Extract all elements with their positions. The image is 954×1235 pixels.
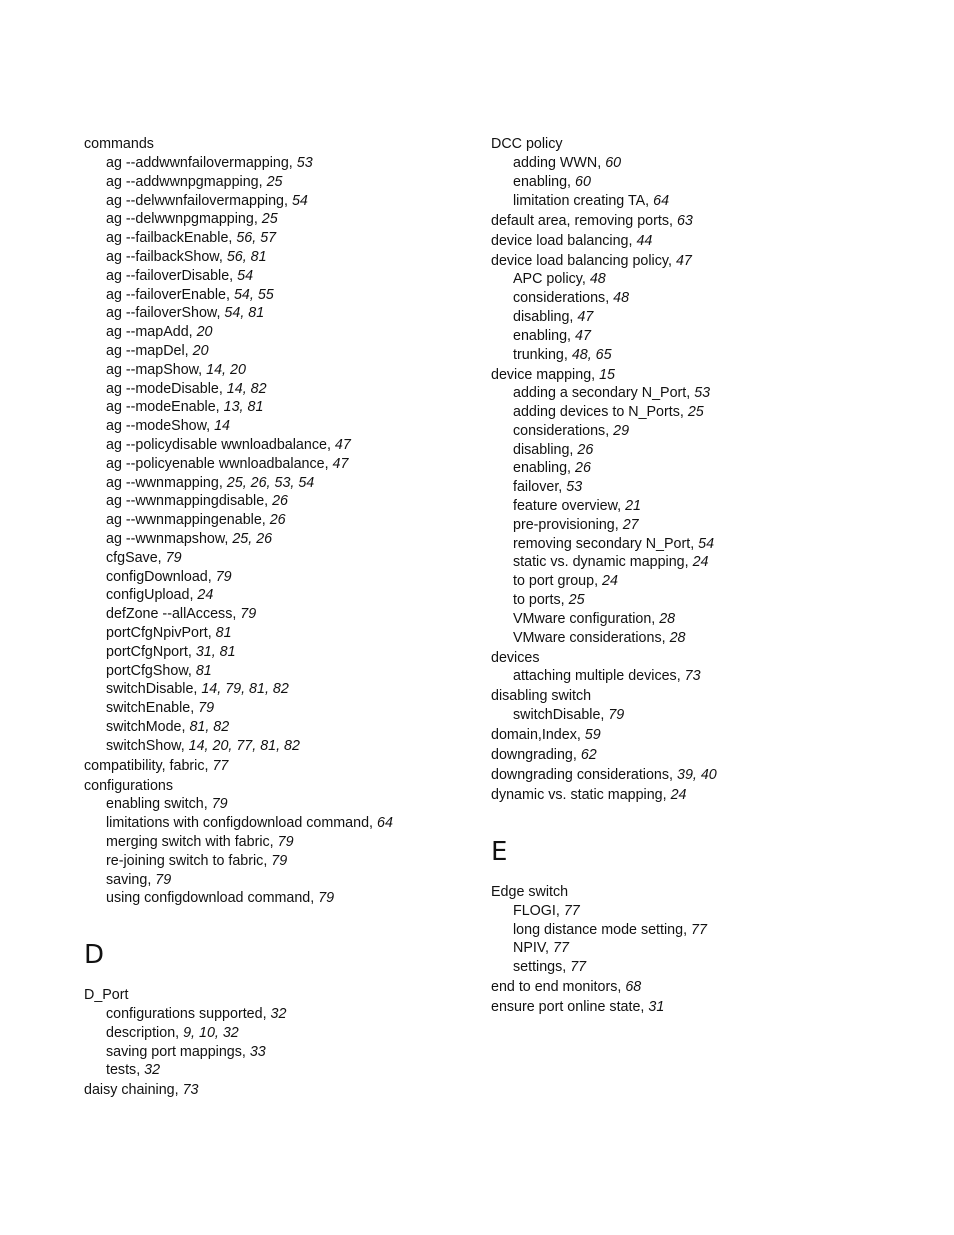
index-page-refs: 79: [155, 871, 172, 888]
index-term: settings,: [513, 959, 567, 976]
index-subentry: [84, 342, 504, 361]
index-term: trunking,: [513, 346, 568, 363]
index-term: D_Port: [84, 987, 129, 1004]
index-subentry: [491, 154, 911, 173]
index-subentry: [491, 667, 911, 686]
index-page-refs: 47: [575, 327, 591, 344]
index-page-refs: 26: [272, 493, 289, 510]
index-term: daisy chaining,: [84, 1082, 179, 1099]
index-page-refs: 20: [196, 324, 213, 341]
index-term: description,: [106, 1024, 180, 1041]
index-term: ag --wwnmappingenable,: [106, 512, 266, 529]
index-page-refs: 24: [692, 554, 709, 571]
index-term: disabling,: [513, 308, 574, 325]
index-page-refs: 15: [599, 366, 616, 383]
index-subentry: [491, 958, 911, 977]
index-section-letter: D: [84, 940, 105, 971]
index-page-refs: 79: [271, 852, 288, 869]
index-subentry: [84, 586, 504, 605]
index-page-refs: 13, 81: [223, 399, 264, 416]
index-page-refs: 25: [266, 173, 283, 190]
index-section-letter: E: [491, 836, 508, 867]
index-subentry: [491, 572, 911, 591]
index-term: using configdownload command,: [106, 890, 315, 907]
index-page-refs: 25, 26, 53, 54: [226, 474, 315, 491]
index-page-refs: 25, 26: [232, 530, 273, 547]
index-term: enabling,: [513, 460, 572, 477]
index-subentry: [84, 210, 504, 229]
index-page-refs: 79: [211, 796, 228, 813]
index-column-left: [84, 134, 504, 1100]
index-page-refs: 31, 81: [195, 643, 236, 660]
index-term: ag --failoverShow,: [106, 305, 221, 322]
index-term: end to end monitors,: [491, 979, 622, 996]
index-subentry: [84, 605, 504, 624]
index-entry: [491, 978, 911, 997]
index-term: enabling,: [513, 173, 572, 190]
index-subentry: [84, 662, 504, 681]
index-subentry: [491, 497, 911, 516]
index-page-refs: 24: [602, 573, 618, 590]
index-subentry: [84, 643, 504, 662]
index-term: switchDisable,: [106, 681, 198, 698]
index-term: commands: [84, 136, 154, 153]
index-term: static vs. dynamic mapping,: [513, 554, 689, 571]
index-subentry: [491, 902, 911, 921]
index-entry: [84, 1081, 504, 1100]
index-page-refs: 56, 81: [226, 248, 267, 265]
index-term: adding a secondary N_Port,: [513, 385, 691, 402]
index-subentry: [84, 380, 504, 399]
index-page-refs: 32: [144, 1062, 161, 1079]
index-page-refs: 79: [198, 700, 215, 717]
index-subentry: [491, 270, 911, 289]
index-entry: [491, 766, 911, 785]
index-term: attaching multiple devices,: [513, 668, 681, 685]
index-page-refs: 26: [269, 512, 286, 529]
index-page-refs: 32: [270, 1006, 287, 1023]
index-term: portCfgShow,: [106, 662, 192, 679]
index-term: switchDisable,: [513, 707, 605, 724]
index-subentry: [84, 680, 504, 699]
index-subentry: [491, 921, 911, 940]
index-column-right: [491, 134, 911, 1017]
index-term: VMware considerations,: [513, 629, 666, 646]
index-subentry: [84, 398, 504, 417]
index-page-refs: 56, 57: [236, 230, 277, 247]
index-subentry: [84, 718, 504, 737]
index-term: adding devices to N_Ports,: [513, 404, 684, 421]
index-subentry: [84, 323, 504, 342]
index-term: ag --delwwnfailovermapping,: [106, 192, 288, 209]
index-term: configurations supported,: [106, 1006, 267, 1023]
index-term: ag --policyenable wwnloadbalance,: [106, 455, 329, 472]
index-term: device load balancing policy,: [491, 252, 672, 269]
index-term: VMware configuration,: [513, 610, 656, 627]
index-page-refs: 14, 20: [206, 361, 246, 378]
index-term: limitation creating TA,: [513, 192, 650, 209]
index-entry: [491, 998, 911, 1017]
index-subentry: [491, 478, 911, 497]
index-page-refs: 47: [577, 308, 594, 325]
index-page-refs: 44: [636, 232, 653, 249]
index-entry: [491, 366, 911, 385]
index-subentry: [84, 1043, 504, 1062]
index-page-refs: 14: [214, 418, 230, 435]
index-subentry: [491, 459, 911, 478]
index-page-refs: 62: [580, 747, 597, 764]
index-page-refs: 64: [377, 815, 393, 832]
index-term: saving port mappings,: [106, 1043, 246, 1060]
index-term: ag --delwwnpgmapping,: [106, 211, 258, 228]
index-page-refs: 79: [318, 890, 335, 907]
index-term: pre-provisioning,: [513, 516, 619, 533]
index-page-refs: 53: [694, 385, 711, 402]
index-subentry: [84, 568, 504, 587]
index-subentry: [491, 192, 911, 211]
index-page-refs: 73: [182, 1082, 199, 1099]
index-subentry: [84, 530, 504, 549]
index-subentry: [84, 492, 504, 511]
index-term: failover,: [513, 479, 563, 496]
index-page-refs: 63: [676, 212, 693, 229]
index-term: considerations,: [513, 290, 610, 307]
index-term: DCC policy: [491, 136, 563, 153]
index-subentry: [84, 474, 504, 493]
index-page-refs: 81: [195, 662, 212, 679]
index-term: ag --wwnmapping,: [106, 474, 223, 491]
index-subentry: [491, 346, 911, 365]
index-subentry: [84, 229, 504, 248]
index-page-refs: 54: [237, 267, 254, 284]
index-subentry: [491, 308, 911, 327]
index-term: Edge switch: [491, 883, 569, 900]
index-subentry: [84, 699, 504, 718]
index-entry: [491, 649, 911, 668]
index-term: ag --modeDisable,: [106, 380, 223, 397]
index-term: compatibility, fabric,: [84, 757, 209, 774]
index-page-refs: 81, 82: [189, 718, 230, 735]
index-page-refs: 68: [625, 979, 642, 996]
index-subentry: [84, 248, 504, 267]
index-subentry: [84, 795, 504, 814]
index-page-refs: 47: [334, 436, 351, 453]
index-page-refs: 81: [215, 624, 232, 641]
index-subentry: [84, 154, 504, 173]
index-page-refs: 64: [653, 192, 670, 209]
index-term: ag --mapAdd,: [106, 324, 193, 341]
index-page-refs: 77: [691, 921, 707, 938]
index-entry: [84, 135, 504, 154]
index-page-refs: 26: [575, 460, 591, 477]
index-term: configurations: [84, 777, 174, 794]
index-term: disabling switch: [491, 688, 592, 705]
index-term: defZone --allAccess,: [106, 606, 237, 623]
index-page-refs: 54: [698, 535, 715, 552]
index-page-refs: 39, 40: [677, 767, 717, 784]
index-entry: [491, 883, 911, 902]
index-term: feature overview,: [513, 498, 622, 515]
index-page-refs: 77: [563, 902, 580, 919]
index-term: considerations,: [513, 422, 610, 439]
index-term: dynamic vs. static mapping,: [491, 787, 667, 804]
index-term: removing secondary N_Port,: [513, 535, 695, 552]
index-subentry: [491, 173, 911, 192]
index-subentry: [84, 889, 504, 908]
index-subentry: [84, 1061, 504, 1080]
index-subentry: [84, 436, 504, 455]
index-subentry: [84, 1005, 504, 1024]
index-term: enabling,: [513, 327, 572, 344]
index-subentry: [84, 1024, 504, 1043]
index-subentry: [491, 516, 911, 535]
index-page-refs: 48: [589, 271, 606, 288]
index-term: switchEnable,: [106, 700, 195, 717]
index-page-refs: 77: [553, 940, 569, 957]
index-term: devices: [491, 649, 540, 666]
index-subentry: [491, 327, 911, 346]
index-page-refs: 14, 82: [226, 380, 267, 397]
index-term: ag --modeShow,: [106, 418, 211, 435]
index-subentry: [84, 511, 504, 530]
index-term: ag --policydisable wwnloadbalance,: [106, 436, 331, 453]
index-term: portCfgNport,: [106, 643, 192, 660]
index-page-refs: 27: [622, 516, 639, 533]
index-subentry: [84, 871, 504, 890]
index-entry: [491, 232, 911, 251]
index-term: long distance mode setting,: [513, 921, 688, 938]
index-subentry: [84, 833, 504, 852]
index-subentry: [84, 192, 504, 211]
index-term: ag --addwwnpgmapping,: [106, 173, 263, 190]
index-subentry: [491, 289, 911, 308]
index-term: switchMode,: [106, 718, 186, 735]
index-page-refs: 79: [165, 549, 182, 566]
index-page-refs: 24: [197, 587, 214, 604]
index-entry: [491, 786, 911, 805]
index-page-refs: 9, 10, 32: [183, 1024, 239, 1041]
index-page-refs: 21: [625, 498, 641, 515]
index-entry: [84, 777, 504, 796]
index-page-refs: 77: [212, 757, 229, 774]
index-subentry: [84, 549, 504, 568]
index-page-refs: 54, 81: [224, 305, 265, 322]
index-subentry: [84, 361, 504, 380]
index-subentry: [491, 610, 911, 629]
index-subentry: [491, 535, 911, 554]
index-term: ag --failoverDisable,: [106, 267, 234, 284]
index-subentry: [84, 852, 504, 871]
index-entry: [491, 212, 911, 231]
index-page-refs: 77: [570, 959, 587, 976]
index-entry: [84, 757, 504, 776]
index-subentry: [84, 737, 504, 756]
index-page-refs: 14, 79, 81, 82: [201, 681, 289, 698]
index-page-refs: 79: [215, 568, 232, 585]
index-subentry: [84, 814, 504, 833]
index-page-refs: 60: [575, 173, 591, 190]
index-term: configDownload,: [106, 568, 212, 585]
index-subentry: [491, 553, 911, 572]
index-page-refs: 53: [296, 154, 313, 171]
index-term: ag --failbackEnable,: [106, 230, 233, 247]
index-entry: [491, 726, 911, 745]
index-term: saving,: [106, 871, 152, 888]
index-term: switchShow,: [106, 737, 185, 754]
index-page-refs: 59: [584, 727, 601, 744]
index-entry: [491, 252, 911, 271]
index-page-refs: 26: [577, 441, 594, 458]
index-page-refs: 60: [605, 154, 622, 171]
index-term: NPIV,: [513, 940, 550, 957]
index-page-refs: 33: [249, 1043, 266, 1060]
index-subentry: [491, 629, 911, 648]
index-term: default area, removing ports,: [491, 212, 673, 229]
index-subentry: [84, 286, 504, 305]
index-term: ag --wwnmappingdisable,: [106, 493, 269, 510]
index-term: ag --modeEnable,: [106, 399, 220, 416]
index-term: to ports,: [513, 592, 565, 609]
index-page-refs: 54, 55: [233, 286, 274, 303]
index-term: enabling switch,: [106, 796, 208, 813]
index-term: device load balancing,: [491, 232, 633, 249]
index-term: ag --wwnmapshow,: [106, 530, 229, 547]
index-page-refs: 73: [684, 668, 701, 685]
index-term: merging switch with fabric,: [106, 834, 274, 851]
index-entry: [491, 687, 911, 706]
index-page-refs: 25: [568, 592, 585, 609]
index-page-refs: 47: [675, 252, 692, 269]
index-term: cfgSave,: [106, 549, 162, 566]
index-term: ag --mapShow,: [106, 361, 203, 378]
index-entry: [84, 986, 504, 1005]
index-term: APC policy,: [513, 271, 586, 288]
index-subentry: [84, 417, 504, 436]
index-term: limitations with configdownload command,: [106, 815, 374, 832]
index-page-refs: 24: [670, 787, 687, 804]
index-term: to port group,: [513, 573, 599, 590]
index-page-refs: 29: [613, 422, 630, 439]
index-page-refs: 31: [648, 999, 665, 1016]
index-term: ag --mapDel,: [106, 342, 189, 359]
index-term: downgrading,: [491, 747, 577, 764]
index-term: portCfgNpivPort,: [106, 624, 212, 641]
index-subentry: [491, 706, 911, 725]
index-term: tests,: [106, 1062, 141, 1079]
index-subentry: [84, 267, 504, 286]
index-term: ag --failoverEnable,: [106, 286, 230, 303]
index-term: configUpload,: [106, 587, 194, 604]
index-subentry: [491, 591, 911, 610]
index-term: adding WWN,: [513, 154, 602, 171]
index-page-refs: 28: [669, 629, 686, 646]
index-term: re-joining switch to fabric,: [106, 852, 268, 869]
index-term: downgrading considerations,: [491, 767, 674, 784]
index-page-refs: 47: [332, 455, 349, 472]
index-page-refs: 25: [687, 404, 704, 421]
index-term: domain,Index,: [491, 727, 581, 744]
index-page-refs: 53: [566, 479, 583, 496]
index-page-refs: 54: [291, 192, 308, 209]
index-subentry: [84, 304, 504, 323]
index-entry: [491, 746, 911, 765]
index-term: ag --addwwnfailovermapping,: [106, 154, 293, 171]
index-page-refs: 14, 20, 77, 81, 82: [188, 737, 300, 754]
index-page-refs: 79: [277, 834, 294, 851]
index-term: FLOGI,: [513, 902, 560, 919]
index-term: ensure port online state,: [491, 999, 645, 1016]
index-term: device mapping,: [491, 366, 596, 383]
index-page-refs: 79: [240, 606, 257, 623]
index-page-refs: 25: [261, 211, 278, 228]
index-page-refs: 20: [192, 342, 209, 359]
index-subentry: [491, 422, 911, 441]
index-term: ag --failbackShow,: [106, 248, 223, 265]
index-subentry: [84, 173, 504, 192]
index-term: disabling,: [513, 441, 574, 458]
index-subentry: [84, 624, 504, 643]
index-page-refs: 48: [613, 290, 630, 307]
index-subentry: [491, 403, 911, 422]
index-page-refs: 79: [608, 707, 625, 724]
index-subentry: [84, 455, 504, 474]
index-subentry: [491, 384, 911, 403]
index-entry: [491, 135, 911, 154]
index-subentry: [491, 939, 911, 958]
index-page-refs: 48, 65: [571, 346, 612, 363]
index-page-refs: 28: [659, 610, 676, 627]
index-subentry: [491, 441, 911, 460]
